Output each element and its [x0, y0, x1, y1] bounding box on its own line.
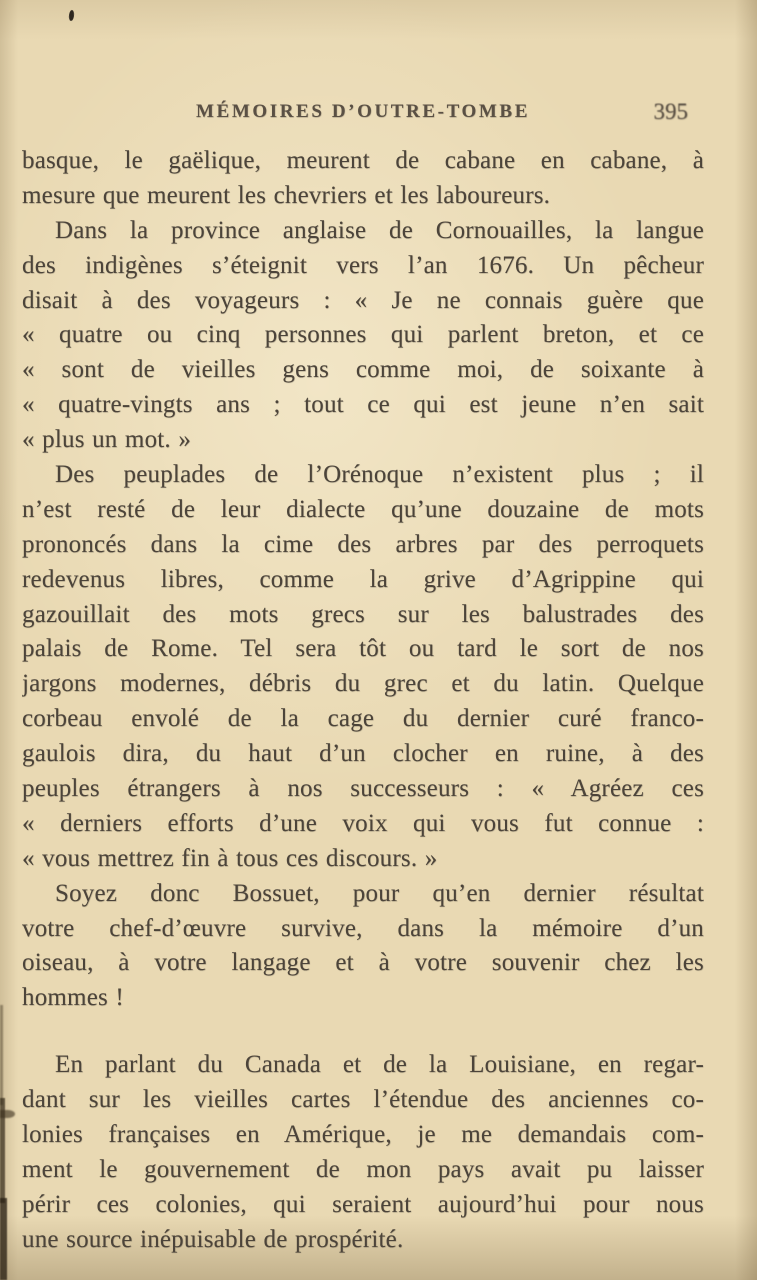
section-break [22, 1016, 704, 1048]
text-line: « quatre-vingts ans ; tout ce qui est jeune n’en sait [22, 391, 704, 419]
text-line: dant sur les vieilles cartes l’étendue des anciennes co- [22, 1086, 704, 1114]
text-line: prononcés dans la cime des arbres par des perroquets [22, 530, 704, 558]
page-body [22, 144, 704, 1258]
running-header [22, 96, 704, 128]
text-line: jargons modernes, débris du grec et du latin. Quelque [22, 670, 704, 698]
text-line: redevenus libres, comme la grive d’Agrippine qui [22, 565, 704, 593]
text-line: « sont de vieilles gens comme moi, de soixante à [22, 356, 704, 384]
text-line: Soyez donc Bossuet, pour qu’en dernier résultat [55, 879, 704, 907]
text-line: votre chef-d’œuvre survive, dans la mémoire d’un [22, 914, 704, 942]
text-line: « vous mettrez fin à tous ces discours. » [22, 844, 438, 872]
text-line: gazouillait des mots grecs sur les balustrades des [22, 600, 704, 628]
gutter-shadow [0, 1198, 7, 1280]
text-line: corbeau envolé de la cage du dernier curé franco- [22, 705, 704, 733]
text-line: Des peuplades de l’Orénoque n’existent plus ; il [55, 461, 704, 489]
page-number: 395 [653, 99, 688, 124]
text-line: Dans la province anglaise de Cornouailles, la langue [55, 216, 704, 244]
text-line: une source inépuisable de prospérité. [22, 1225, 404, 1253]
text-line: « plus un mot. » [22, 426, 192, 454]
text-line: basque, le gaëlique, meurent de cabane en cabane, à [22, 147, 704, 174]
gutter-shadow [0, 1005, 3, 1105]
running-header-title: MÉMOIRES D’OUTRE-TOMBE [196, 101, 530, 122]
text-line: En parlant du Canada et de la Louisiane, en regar- [55, 1051, 704, 1079]
text-line: palais de Rome. Tel sera tôt ou tard le sort de nos [22, 635, 704, 663]
text-line: gaulois dira, du haut d’un clocher en ruine, à des [22, 740, 704, 768]
text-line: ment le gouvernement de mon pays avait pu laisser [22, 1155, 704, 1183]
text-line: n’est resté de leur dialecte qu’une douzaine de mots [22, 495, 704, 523]
text-line: « derniers efforts d’une voix qui vous fut connue : [22, 809, 704, 837]
text-line: périr ces colonies, qui seraient aujourd’hui pour nous [22, 1190, 704, 1218]
text-line: hommes ! [22, 984, 124, 1012]
gutter-shadow [0, 1110, 15, 1118]
text-line: « quatre ou cinq personnes qui parlent breton, et ce [22, 321, 704, 349]
text-line: mesure que meurent les chevriers et les laboureurs. [22, 181, 551, 209]
text-line: disait à des voyageurs : « Je ne connais guère que [22, 286, 704, 314]
text-line: des indigènes s’éteignit vers l’an 1676. Un pêcheur [22, 251, 704, 279]
text-line: peuples étrangers à nos successeurs : « Agréez ces [22, 775, 704, 803]
ink-speck [68, 10, 74, 22]
text-line: lonies françaises en Amérique, je me demandais com- [22, 1121, 704, 1149]
text-line: oiseau, à votre langage et à votre souvenir chez les [22, 949, 704, 977]
